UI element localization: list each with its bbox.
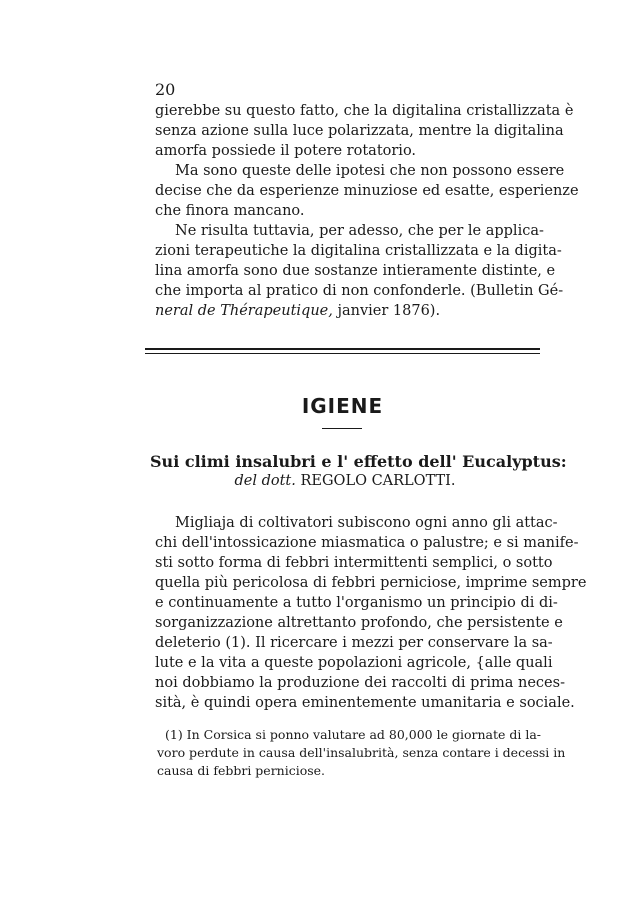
text-line: sti sotto forma di febbri intermittenti semplici, o sotto <box>155 555 553 571</box>
text-line: gierebbe su questo fatto, che la digitalina cristallizzata è <box>155 103 574 119</box>
text-line: zioni terapeutiche la digitalina cristallizzata e la digita- <box>155 243 562 259</box>
text-line: noi dobbiamo la produzione dei raccolti di prima neces- <box>155 675 565 691</box>
page-number: 20 <box>155 80 176 99</box>
article-title: Sui climi insalubri e l' effetto dell' Eucalyptus: <box>150 452 567 471</box>
text-line: lina amorfa sono due sostanze intieramente distinte, e <box>155 263 556 279</box>
citation-date: janvier 1876). <box>332 303 441 319</box>
section-divider-thin <box>145 353 540 354</box>
footnote-line: causa di febbri perniciose. <box>157 763 326 778</box>
text-line: deleterio (1). Il ricercare i mezzi per conservare la sa- <box>155 635 553 651</box>
text-line: Ma sono queste delle ipotesi che non possono essere <box>175 163 565 179</box>
text-line: chi dell'intossicazione miasmatica o palustre; e si manife- <box>155 535 579 551</box>
text-line: lute e la vita a queste popolazioni agricole, {alle quali <box>155 655 553 671</box>
text-line-with-citation: che importa al pratico di non confonderle. (Bulletin Gé- <box>155 283 564 299</box>
author-prefix: del dott. <box>234 473 296 489</box>
text-line: senza azione sulla luce polarizzata, mentre la digitalina <box>155 123 564 139</box>
text-line: sità, è quindi opera eminentemente umanitaria e sociale. <box>155 695 575 711</box>
text-line: quella più pericolosa di febbri perniciose, imprime sempre <box>155 575 587 591</box>
journal-title: neral de Thérapeutique, <box>155 303 333 319</box>
text-line: amorfa possiede il potere rotatorio. <box>155 143 417 159</box>
footnote-line: (1) In Corsica si ponno valutare ad 80,000 le giornate di la- <box>165 727 541 742</box>
article-author <box>150 473 540 489</box>
text-line: che finora mancano. <box>155 203 305 219</box>
author-name: REGOLO CARLOTTI. <box>300 473 456 489</box>
text-line: Ne risulta tuttavia, per adesso, che per le applica- <box>175 223 544 239</box>
heading-underline <box>322 428 362 429</box>
footnote-line: voro perdute in causa dell'insalubrità, senza contare i decessi in <box>157 745 566 760</box>
section-heading: IGIENE <box>301 394 384 418</box>
text-line: Migliaja di coltivatori subiscono ogni anno gli attac- <box>175 515 558 531</box>
text-line: sorganizzazione altrettanto profondo, che persistente e <box>155 615 563 631</box>
text-line: decise che da esperienze minuziose ed esatte, esperienze <box>155 183 579 199</box>
citation-line <box>155 301 540 321</box>
section-divider <box>145 348 540 350</box>
text-line: e continuamente a tutto l'organismo un principio di di- <box>155 595 558 611</box>
